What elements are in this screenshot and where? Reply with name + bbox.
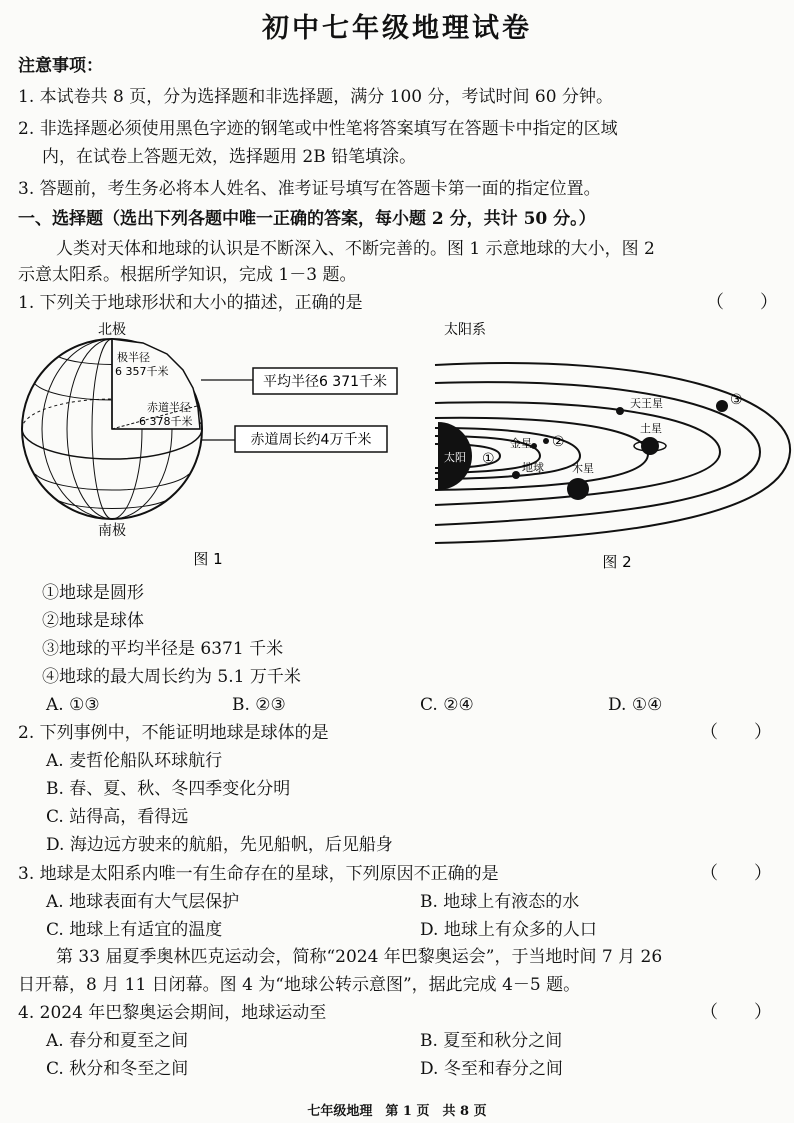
q1-option-b: B. ②③ (232, 695, 286, 715)
q2-option-b: B. 春、夏、秋、冬四季变化分明 (46, 779, 291, 799)
q4-option-b: B. 夏至和秋分之间 (420, 1031, 563, 1051)
earth-size-figure (15, 318, 405, 578)
olympic-line-2: 日开幕，8 月 11 日闭幕。图 4 为“地球公转示意图”，据此完成 4－5 题。 (18, 975, 581, 995)
equatorial-radius-value: 6 378千米 (139, 415, 193, 428)
q4-stem: 4. 2024 年巴黎奥运会期间，地球运动至 (18, 1003, 327, 1023)
q4-answer-paren: （ ） (700, 1002, 772, 1023)
solar-system-figure (430, 318, 794, 578)
q2-answer-paren: （ ） (700, 722, 772, 743)
q3-answer-paren: （ ） (700, 863, 772, 884)
uranus-dot (616, 407, 624, 415)
q3-option-d: D. 地球上有众多的人口 (420, 920, 597, 940)
page-footer: 七年级地理 第 1 页 共 8 页 (307, 1104, 487, 1119)
intro-line-1: 人类对天体和地球的认识是不断深入、不断完善的。图 1 示意地球的大小，图 2 (56, 239, 655, 259)
orbit-2-dot (543, 438, 549, 444)
q2-option-d: D. 海边远方驶来的航船，先见船帆，后见船身 (46, 835, 393, 855)
page-title: 初中七年级地理试卷 (262, 13, 532, 44)
q1-statement-4: ④地球的最大周长约为 5.1 万千米 (42, 667, 301, 687)
q1-statement-3: ③地球的平均半径是 6371 千米 (42, 639, 284, 659)
saturn-label: 土星 (640, 422, 662, 435)
equatorial-radius-label: 赤道半径 (147, 401, 191, 414)
orbit-mark-2: ② (552, 434, 565, 450)
uranus-label: 天王星 (630, 397, 663, 410)
north-pole-label: 北极 (98, 322, 126, 338)
q4-option-d: D. 冬至和春分之间 (420, 1059, 563, 1079)
q2-option-a: A. 麦哲伦船队环球航行 (46, 751, 223, 771)
earth-dot (512, 471, 520, 479)
q1-option-a: A. ①③ (46, 695, 100, 715)
q1-stem: 1. 下列关于地球形状和大小的描述，正确的是 (18, 293, 363, 313)
solar-system-heading: 太阳系 (444, 322, 486, 338)
notice-item-2: 2. 非选择题必须使用黑色字迹的钢笔或中性笔将答案填写在答题卡中指定的区域 (18, 119, 618, 139)
q2-stem: 2. 下列事例中，不能证明地球是球体的是 (18, 723, 329, 743)
polar-radius-label: 极半径 (117, 351, 150, 364)
q3-option-a: A. 地球表面有大气层保护 (46, 892, 240, 912)
orbit-3-dot (716, 400, 728, 412)
fig1-caption: 图 1 (193, 550, 223, 568)
south-pole-label: 南极 (98, 523, 126, 539)
notice-heading: 注意事项： (18, 56, 103, 76)
sun-label: 太阳 (444, 451, 466, 464)
intro-line-2: 示意太阳系。根据所学知识，完成 1－3 题。 (18, 265, 357, 285)
q2-option-c: C. 站得高，看得远 (46, 807, 189, 827)
q4-option-a: A. 春分和夏至之间 (46, 1031, 189, 1051)
circumference-text: 赤道周长约4万千米 (250, 432, 372, 448)
equator-line (22, 429, 202, 459)
jupiter-label: 木星 (572, 462, 594, 475)
q1-option-d: D. ①④ (608, 695, 663, 715)
q1-option-c: C. ②④ (420, 695, 474, 715)
mean-radius-text: 平均半径6 371千米 (262, 374, 388, 390)
notice-item-2-cont: 内，在试卷上答题无效，选择题用 2B 铅笔填涂。 (42, 147, 417, 167)
notice-item-3: 3. 答题前，考生务必将本人姓名、准考证号填写在答题卡第一面的指定位置。 (18, 179, 601, 199)
earth-label: 地球 (522, 461, 544, 474)
q3-stem: 3. 地球是太阳系内唯一有生命存在的星球，下列原因不正确的是 (18, 864, 499, 884)
section-heading: 一、选择题（选出下列各题中唯一正确的答案，每小题 2 分，共计 50 分。） (18, 209, 596, 229)
fig2-caption: 图 2 (602, 553, 632, 571)
q3-option-b: B. 地球上有液态的水 (420, 892, 580, 912)
venus-label: 金星 (510, 437, 532, 450)
q1-answer-paren: （ ） (706, 292, 778, 313)
saturn-dot (641, 437, 659, 455)
polar-radius-value: 6 357千米 (115, 365, 169, 378)
q4-option-c: C. 秋分和冬至之间 (46, 1059, 189, 1079)
olympic-line-1: 第 33 届夏季奥林匹克运动会，简称“2024 年巴黎奥运会”，于当地时间 7 月 26 (56, 947, 663, 967)
orbit-mark-1: ① (482, 451, 495, 467)
q1-statement-1: ①地球是圆形 (42, 583, 144, 603)
q3-option-c: C. 地球上有适宜的温度 (46, 920, 223, 940)
q1-statement-2: ②地球是球体 (42, 611, 144, 631)
jupiter-dot (567, 478, 589, 500)
orbit-mark-3: ③ (730, 392, 743, 408)
notice-item-1: 1. 本试卷共 8 页，分为选择题和非选择题，满分 100 分，考试时间 60 分钟。 (18, 87, 613, 107)
